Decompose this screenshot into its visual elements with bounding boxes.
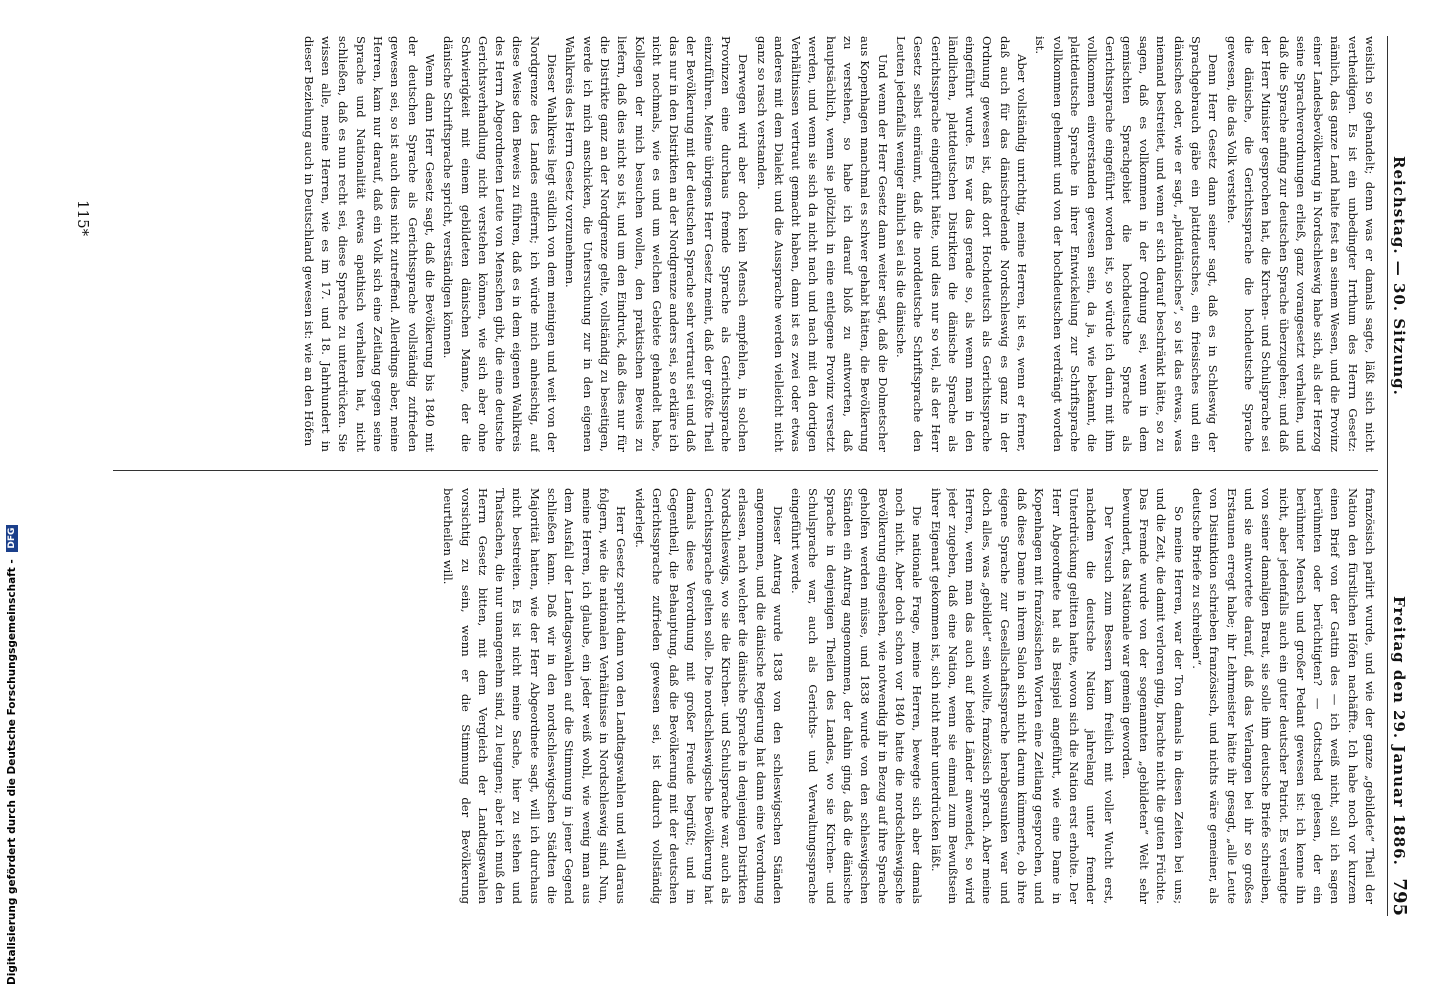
right-paragraph: So meine Herren, war der Ton damals in diesen Zeiten bei uns; und die Zeit, die damit verloren ging, brachte nicht die guten Früchte. Das Fremde wurde von der sogenannten „gebildeten“ Welt sehr bewundert, das Nationale war gemein geworden. — [1119, 488, 1186, 904]
dfg-logo: DFG — [6, 525, 18, 552]
right-paragraph: Der Versuch zum Bessern kam freilich mit voller Wucht erst, nachdem die deutsche Nation jahrelang unter fremder Unterdrückung gelitten hatte, wovon sich die Nation erst erholte. Der Herr Abgeordnete hat als Beispiel angeführt, wie eine Dame in Kopenhagen mit französischen Worten eine Zeitlang gesprochen, und daß diese Dame in ihrem Salon sich nicht darum kümmerte, ob ihre eigene Sprache zur Gesellschaftssprache herabgesunken war und doch alles, was „gebildet“ sein wollte, französisch sprach. Aber meine Herren, wenn man das auch auf beide Länder anwendet, so wird jeder zugeben, daß eine Nation, wenn sie einmal zum Bewußtsein ihrer Eigenart gekommen ist, sich nicht mehr unterdrücken läßt. — [928, 488, 1116, 904]
right-paragraph: Dieser Antrag wurde 1838 von den schleswigschen Ständen angenommen, und die dänische Regierung hat dann eine Verordnung erlassen, nach welcher die dänische Sprache in denjenigen Distrikten Nordschleswigs, wo sie die Kirchen- und Schulsprache war, auch als Gerichtssprache gelten solle. Die nordschleswigsche Bevölkerung hat damals diese Verordnung mit großer Freude begrüßt; und im Gegentheil, die Behauptung, daß die Bevölkerung mit der deutschen Gerichtssprache zufrieden gewesen sei, ist dadurch vollständig widerlegt. — [632, 488, 785, 904]
left-paragraph: Derwegen wird aber doch kein Mensch empfehlen, in solchen Provinzen eine durchaus fremde Sprache als Gerichtssprache einzuführen. Meine übrigens Herr Gesetz meint, daß der größte Theil der Bevölkerung mit der deutschen Sprache sehr vertraut sei und daß das nur in den Distrikten an der Nordgrenze anders sei, so erkläre ich nicht nochmals, wie es und um welchen Gebiete gehandelt habe, Kollegen der mich besuchen wollen, den praktischen Beweis zu liefern, daß dies nicht so ist, und um den Eindruck, daß dies nur für die Distrikte ganz an der Nordgrenze gelte, vollständig zu beseitigen, werde ich mich anschicken, die Untersuchung zur in den eigenen Wahlkreis des Herrn Gesetz vorzunehmen. — [563, 36, 751, 452]
sheet-signature: 115* — [74, 200, 92, 237]
right-paragraph: französisch parlirt wurde, und wie der ganze „gebildete“ Theil der Nation den fürstlichen Höfen nachäffte. Ich habe noch vor kurzem einen Brief von der Gattin des — ich weiß nicht, soll ich sagen berühmten oder berüchtigten? — Gottsched gelesen, der ein berühmter Mensch und großer Pedant gewesen ist: ich kenne ihn nicht, aber jedenfalls auch ein guter deutscher Patriot. Es verlangte von seiner damaligen Braut, sie solle ihm deutsche Briefe schreiben, und sie antwortete darauf, daß das Verlangen bei ihr so großes Erstaunen erregt habe; ihr Lehrmeister hätte ihr gesagt, „alle Leute von Distinktion schrieben französisch, und nichts wäre gemeiner, als deutsche Briefe zu schreiben“. — [1190, 488, 1377, 904]
left-paragraph: Aber vollständig unrichtig, meine Herren, ist es, wenn er ferner, daß auch für das dänischredende Nordschleswig es ganz in der Ordnung gewesen ist, daß dort Hochdeutsch als Gerichtssprache eingeführt wurde. Es war das gerade so, als wenn man in den ländlichen, plattdeutschen Distrikten die dänische Sprache als Gerichtssprache eingeführt hätte, und dies nur so viel, als der Herr Gesetz selbst einräumt, daß die norddeutsche Schriftsprache den Leuten jedenfalls weniger ähnlich sei als die dänische. — [893, 36, 1030, 452]
digitization-footer — [6, 525, 18, 985]
header-rule — [1387, 36, 1388, 916]
left-paragraph: Dieser Wahlkreis liegt südlich von dem meinigen und weit von der Nordgrenze des Landes entfernt; ich würde mich anheischig, auf diese Weise den Beweis zu führen, daß es in dem eigenen Wahlkreis des Herrn Abgeordneten Leute von Menschen gibt, die eine deutsche Gerichtsverhandlung nicht verstehen können, wie sich aber ohne Schwierigkeit mit einem gebildeten dänischen Manne, der die dänische Schriftsprache spricht, verständigen können. — [441, 36, 560, 452]
left-paragraph: Denn Herr Gesetz dann seiner sagt, daß es in Schleswig der Sprachgebrauch gäbe ein plattdeutsches, ein friesisches und ein dänisches oder, wie er sagt, „plattdänisches“, so ist das etwas, was niemand bestreitet, und wenn er sich darauf beschränkt hätte, so zu sagen, daß es vollkommen in der Ordnung sei, wenn in dem gemischten Sprachgebiet die hochdeutsche Sprache als Gerichtssprache eingeführt worden ist, so würde ich darin mit ihm vollkommen einverstanden gewesen sein, da ja, wie bekannt, die plattdeutsche Sprache in ihrer Entwickelung zur Schriftsprache vollkommen gehemmt und von der hochdeutschen verdrängt worden ist. — [1033, 36, 1221, 452]
running-head — [1386, 36, 1410, 916]
left-paragraph: weislich so gehandelt; denn was er damals sagte, läßt sich nicht vertheidigen. Es ist ein unbedingter Irrthum des Herrn Gesetz: nämlich, das ganze Land halte fest an seinem Wesen, und die Provinz einer Landesbevölkerung in Nordschleswig habe sich, als der Herzog seine Sprachverordnungen erließ, ganz vorangesetzt verhalten, und daß die Sprache anfing zur deutschen Sprache überzugehen; und daß der Herr Minister gesprochen hat, die Kirchen- und Schulsprache sei die dänische, die Gerichtssprache die hochdeutsche Sprache gewesen, die das Volk verstehe. — [1224, 36, 1377, 452]
page-title: Reichstag. — 30. Sitzung. — [1390, 156, 1408, 396]
left-paragraph: Wenn dann Herr Gesetz sagt, daß die Bevölkerung bis 1840 mit der deutschen Sprache als Gerichtssprache vollständig zufrieden gewesen sei, so ist auch dies nicht zutreffend. Allerdings aber, meine Herren, kam nur darauf, daß ein Volk sich eine Zeitlang gegen seine Sprache und Nationalität etwas apathisch verhalten hat, nicht schließen, daß es nun recht sei, diese Sprache zu unterdrücken. Sie wissen alle, meine Herren, wie es im 17. und 18. Jahrhundert in dieser Beziehung auch in Deutschland gewesen ist: wie an den Höfen — [301, 36, 437, 452]
right-paragraph: Die nationale Frage, meine Herren, bewegte sich aber damals noch nicht. Aber doch schon vor 1840 hatte die nordschleswigsche Bevölkerung eingesehen, wie notwendig ihr in Bezug auf ihre Sprache geholfen werden müsse, und 1838 wurde von den schleswigschen Ständen ein Antrag angenommen, der dahin ging, daß die dänische Sprache in denjenigen Theilen des Landes, wo sie Kirchen- und Schulsprache war, auch als Gerichts- und Verwaltungssprache eingeführt werde. — [789, 488, 925, 904]
left-paragraph: Und wenn der Herr Gesetz dann weiter sagt, daß die Dolmetscher aus Kopenhagen manchmal es schwer gehabt hätten, die Bevölkerung zu verstehen, so habe ich darauf bloß zu antworten, daß hauptsächlich, wenn sie plötzlich in eine entlegene Provinz versetzt werden, und wenn sie sich da nicht nach und nach mit den dortigen Verhältnissen vertraut gemacht haben, dann ist es zwei oder etwas anderes mit dem Dialekt und die Aussprache werden vielleicht nicht ganz so rasch verstanden. — [754, 36, 890, 452]
right-column — [113, 488, 1378, 904]
page-number: 795 — [1389, 878, 1410, 916]
page-body — [108, 36, 1378, 916]
left-column — [113, 36, 1378, 452]
session-date: Freitag den 29. Januar 1886. — [1390, 596, 1408, 866]
footer-text: Digitalisierung gefördert durch die Deutsche Forschungsgemeinschaft - — [6, 559, 18, 985]
right-paragraph: Herr Gesetz spricht dann von den Landtagswahlen und will daraus folgern, wie die nationalen Verhältnisse in Nordschleswig sind. Nun, meine Herren, ich glaube, ein jeder weiß wohl, wie wenig man aus dem Ausfall der Landtagswahlen auf die Stimmung in jener Gegend schließen kann. Daß wir in den nordschleswigschen Städten die Majorität hatten, wie der Herr Abgeordnete sagt, will ich durchaus nicht bestreiten. Es ist nicht meine Sache, hier zu stehen und Thatsachen, die nur unangenehm sind, zu leugnen; aber ich muß den Herrn Gesetz bitten, mit dem Vergleich der Landtagswahlen vorsichtig zu sein, wenn er die Stimmung der Bevölkerung beurtheilen will. — [441, 488, 629, 904]
column-divider — [113, 470, 1378, 471]
